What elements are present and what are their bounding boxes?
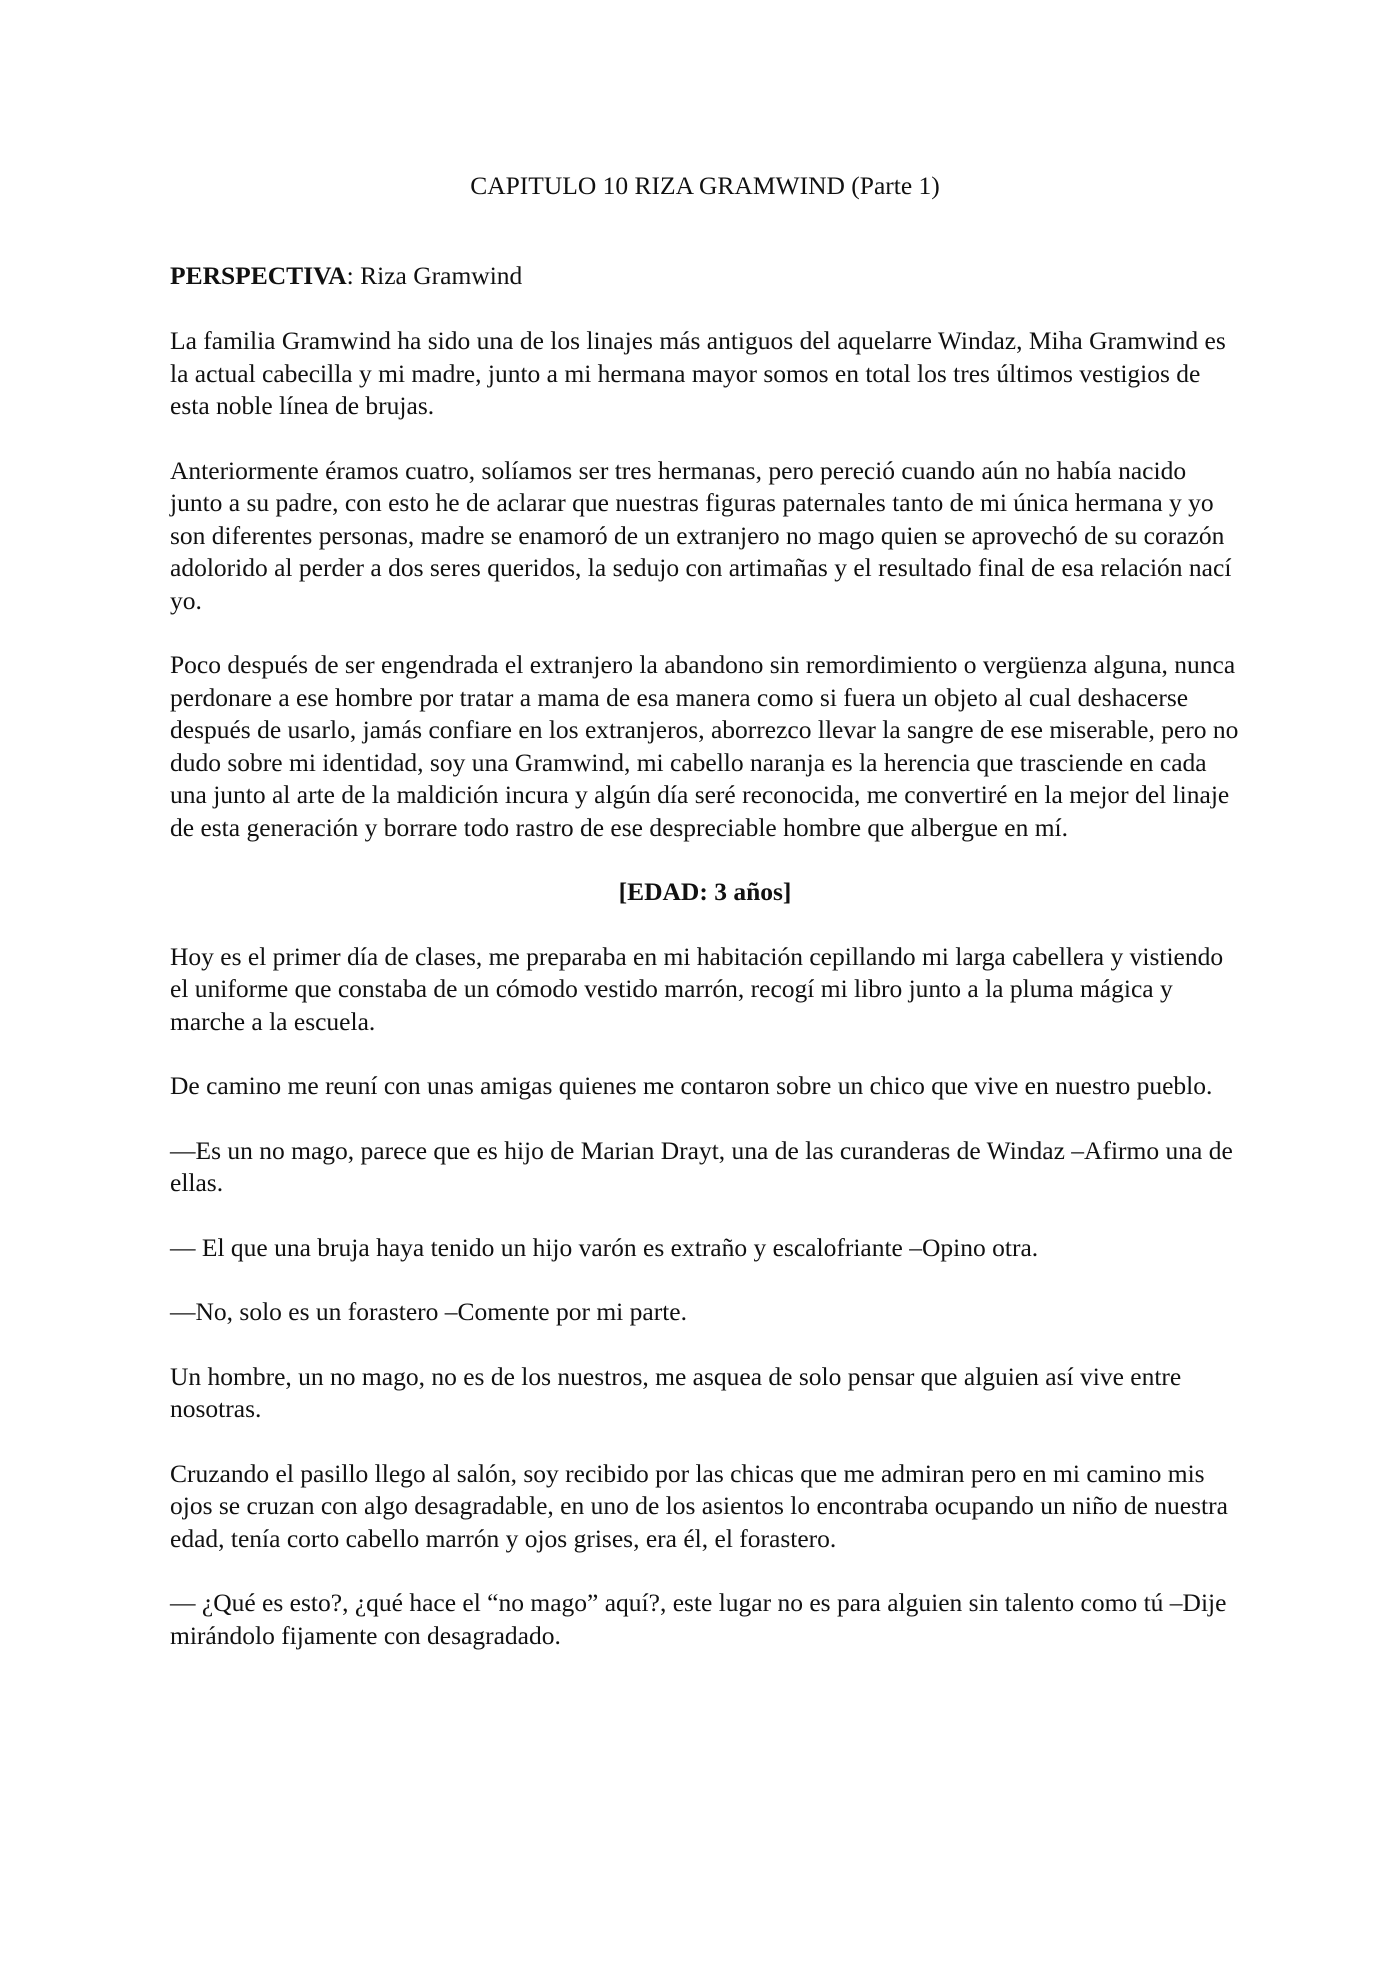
perspective-separator: : [346,260,361,290]
paragraph: Un hombre, un no mago, no es de los nuestros, me asquea de solo pensar que alguien así vive entre nosotras. [170,1361,1182,1423]
dialogue-line: — ¿Qué es esto?, ¿qué hace el “no mago” aquí?, este lugar no es para alguien sin talento como tú –Dije mirándolo fijamente con desagradado. [170,1588,1227,1650]
chapter-title: CAPITULO 10 RIZA GRAMWIND (Parte 1) [470,171,940,200]
perspective-line [170,260,1240,293]
paragraph: La familia Gramwind ha sido una de los linajes más antiguos del aquelarre Windaz, Miha Gramwind es la actual cabecilla y mi madre, junto a mi hermana mayor somos en total los tres últimos vestigios de esta noble línea de brujas. [170,326,1226,420]
paragraph: De camino me reuní con unas amigas quienes me contaron sobre un chico que vive en nuestro pueblo. [170,1071,1213,1100]
paragraph: Anteriormente éramos cuatro, solíamos ser tres hermanas, pero pereció cuando aún no había nacido junto a su padre, con esto he de aclarar que nuestras figuras paternales tanto de mi única hermana y yo son diferentes personas, madre se enamoró de un extranjero no mago quien se aprovechó de su corazón adolorido al perder a dos seres queridos, la sedujo con artimañas y el resultado final de esa relación nací yo. [170,455,1232,615]
dialogue-line: —Es un no mago, parece que es hijo de Marian Drayt, una de las curanderas de Windaz –Afirmo una de ellas. [170,1135,1233,1197]
age-heading: [EDAD: 3 años] [618,877,792,906]
perspective-label: PERSPECTIVA [170,260,347,290]
dialogue-line: — El que una bruja haya tenido un hijo varón es extraño y escalofriante –Opino otra. [170,1232,1039,1262]
paragraph: Poco después de ser engendrada el extranjero la abandono sin remordimiento o vergüenza alguna, nunca perdonare a ese hombre por tratar a mama de esa manera como si fuera un objeto al cual deshacerse después de usarlo, jamás confiare en los extranjeros, aborrezco llevar la sangre de ese miserable, pero no dudo sobre mi identidad, soy una Gramwind, mi cabello naranja es la herencia que trasciende en cada una junto al arte de la maldición incura y algún día seré reconocida, me convertiré en la mejor del linaje de esta generación y borrare todo rastro de ese despreciable hombre que albergue en mí. [170,650,1239,842]
paragraph: Hoy es el primer día de clases, me preparaba en mi habitación cepillando mi larga cabellera y vistiendo el uniforme que constaba de un cómodo vestido marrón, recogí mi libro junto a la pluma mágica y marche a la escuela. [170,941,1224,1036]
paragraph: Cruzando el pasillo llego al salón, soy recibido por las chicas que me admiran pero en mi camino mis ojos se cruzan con algo desagradable, en uno de los asientos lo encontraba ocupando un niño de nuestra edad, tenía corto cabello marrón y ojos grises, era él, el forastero. [170,1458,1228,1553]
perspective-value: Riza Gramwind [360,260,523,290]
dialogue-line: —No, solo es un forastero –Comente por mi parte. [170,1297,687,1326]
document-body [170,170,1240,1684]
